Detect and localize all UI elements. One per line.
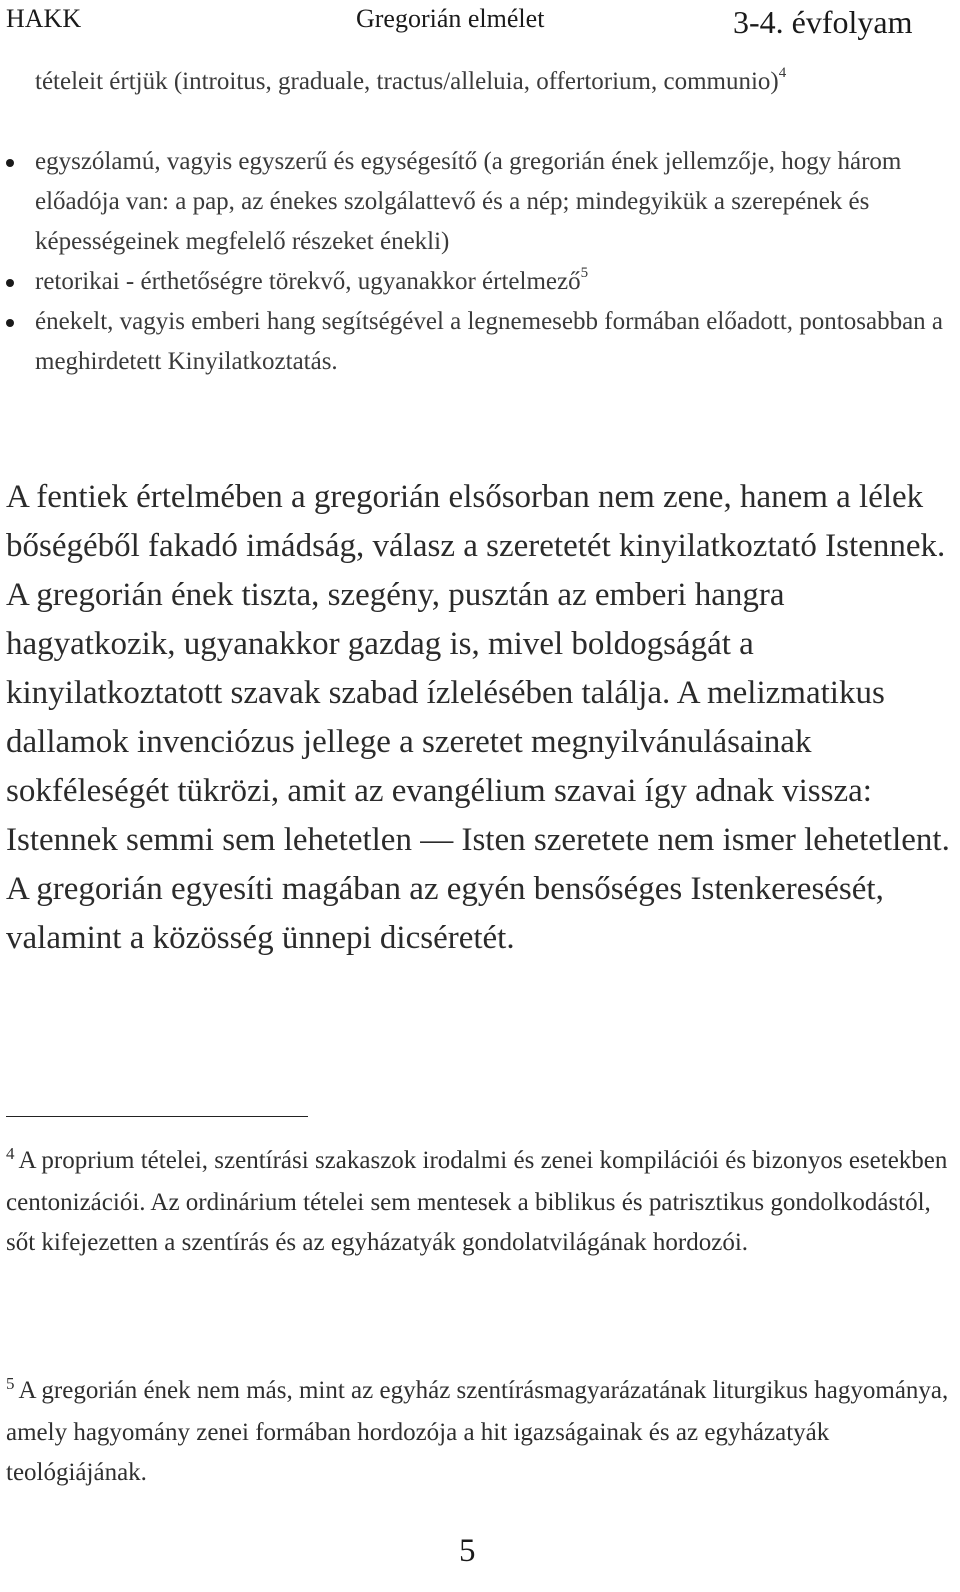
footnote-5 xyxy=(6,1371,951,1493)
footnote-4 xyxy=(6,1141,951,1263)
bullet-icon xyxy=(6,159,14,167)
main-paragraph: A fentiek értelmében a gregorián elsősorban nem zene, hanem a lélek bőségéből fakadó imádság, válasz a szeretetét kinyilatkoztató Istennek. A gregorián ének tiszta, szegény, pusztán az emberi hangra hagyatkozik, ugyanakkor gazdag is, mivel boldogságát a kinyilatkoztatott szavak szabad ízlelésében találja. A melizmatikus dallamok invenciózus jellege a szeretet megnyilvánulásainak sokféleségét tükrözi, amit az evangélium szavai így adnak vissza: Istennek semmi sem lehetetlen — Isten szeretete nem ismer lehetetlent. A gregorián egyesíti magában az egyén bensőséges Istenkeresését, valamint a közösség ünnepi dicséretét. xyxy=(6,479,950,956)
header-left: HAKK xyxy=(6,4,82,33)
list-item xyxy=(0,262,950,302)
footnote-text: A proprium tételei, szentírási szakaszok irodalmi és zenei kompilációi és bizonyos esetekben centonizációi. Az ordinárium tételei sem mentesek a biblikus és patrisztikus gondolkodástól, sőt kifejezetten a szentírás és az egyházatyák gondolatvilágának hordozói. xyxy=(6,1147,948,1256)
continuation-text: tételeit értjük (introitus, graduale, tractus/alleluia, offertorium, communio) xyxy=(35,68,779,95)
bullet-icon xyxy=(6,319,14,327)
list-item-text: egyszólamú, vagyis egyszerű és egységesítő (a gregorián ének jellemzője, hogy három előadója van: a pap, az énekes szolgálattevő és a nép; mindegyikük a szerepének és képességeinek megfelelő részeket énekli) xyxy=(35,148,902,255)
footnote-ref[interactable]: 5 xyxy=(580,264,589,281)
footnote-text: A gregorián ének nem más, mint az egyház szentírásmagyarázatának liturgikus hagyománya, amely hagyomány zenei formában hordozója a hit igazságainak és az egyházatyák teológiájának. xyxy=(6,1377,949,1486)
header-right: 3-4. évfolyam xyxy=(733,4,913,40)
header-title: Gregorián elmélet xyxy=(356,4,545,33)
page-header xyxy=(0,0,960,48)
list-item-text: retorikai - érthetőségre törekvő, ugyanakkor értelmező xyxy=(35,268,581,295)
list-item xyxy=(0,142,950,262)
footnote-ref[interactable]: 4 xyxy=(778,64,787,81)
list-item xyxy=(0,302,950,382)
bullet-list xyxy=(0,142,950,382)
bullet-icon xyxy=(6,279,14,287)
bullet-continuation xyxy=(35,62,950,102)
page-number: 5 xyxy=(459,1533,476,1569)
footnote-divider xyxy=(6,1116,308,1117)
footnote-number: 4 xyxy=(6,1144,15,1163)
footnote-number: 5 xyxy=(6,1374,15,1393)
list-item-text: énekelt, vagyis emberi hang segítségével a legnemesebb formában előadott, pontosabban a meghirdetett Kinyilatkoztatás. xyxy=(35,308,944,375)
